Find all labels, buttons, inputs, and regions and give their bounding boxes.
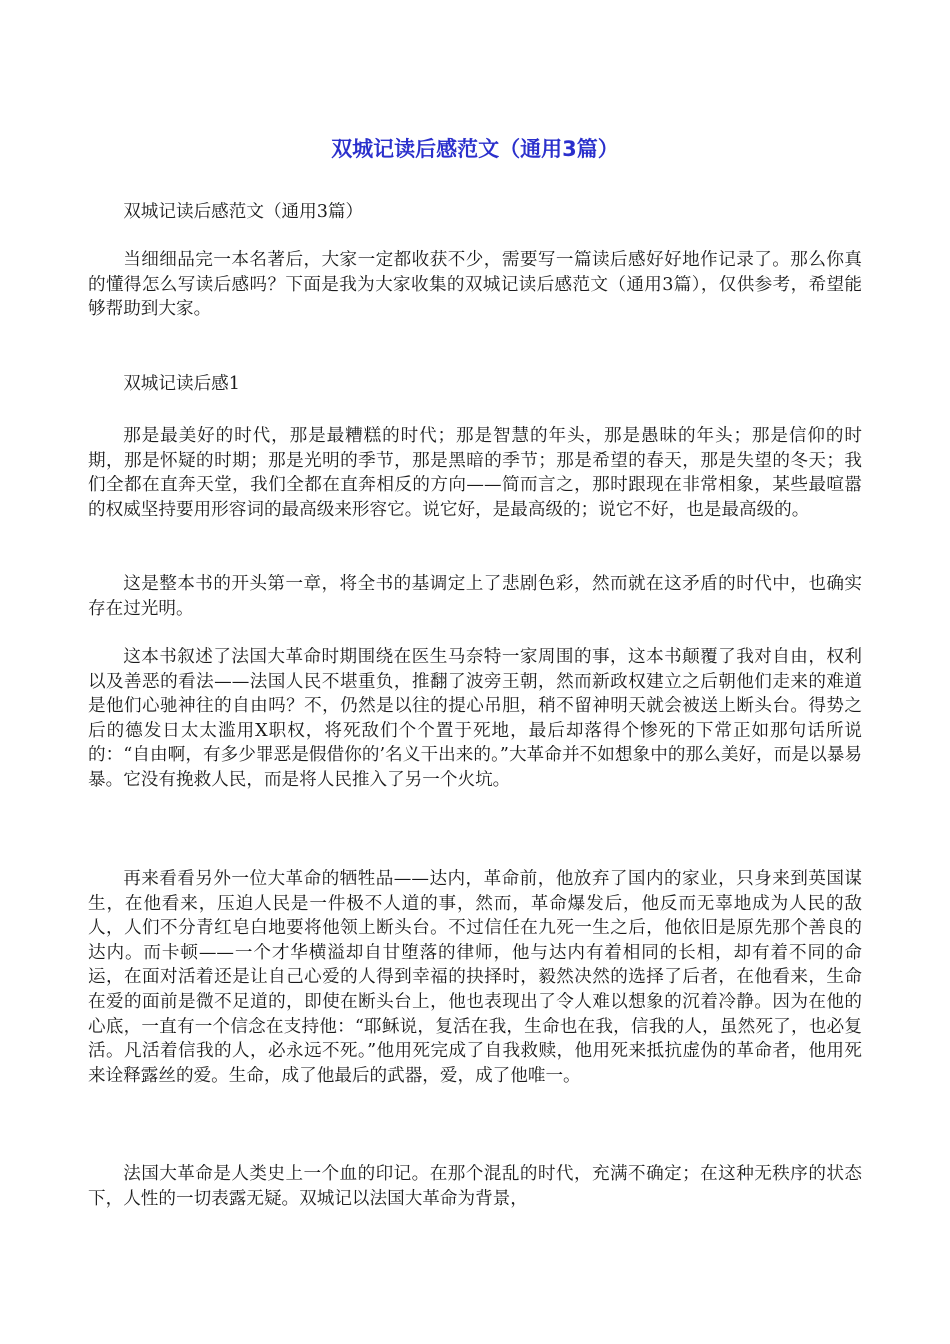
section-heading: 双城记读后感1 [123, 374, 240, 394]
body-paragraph-3: 这本书叙述了法国大革命时期围绕在医生马奈特一家周围的事，这本书颠覆了我对自由，权利以及善恶的看法——法国人民不堪重负，推翻了波旁王朝，然而新政权建立之后朝他们走来的难道是他们心驰神往的自由吗？不，仍然是以往的提心吊胆，稍不留神明天就会被送上断头台。得势之后的德发日太太滥用X职权，将死敌们个个置于死地，最后却落得个惨死的下常正如那句话所说的：“自由啊，有多少罪恶是假借你的’名义干出来的。”大革命并不如想象中的那么美好，而是以暴易暴。它没有挽救人民，而是将人民推入了另一个火坑。 [88, 647, 862, 790]
body-paragraph-2: 这是整本书的开头第一章，将全书的基调定上了悲剧色彩，然而就在这矛盾的时代中，也确实存在过光明。 [88, 574, 862, 619]
document-subtitle: 双城记读后感范文（通用3篇） [123, 202, 364, 222]
body-paragraph-4: 再来看看另外一位大革命的牺牲品——达内，革命前，他放弃了国内的家业，只身来到英国谋生，在他看来，压迫人民是一件极不人道的事，然而，革命爆发后，他反而无辜地成为人民的敌人，人们不分青红皂白地要将他领上断头台。不过信任在九死一生之后，他依旧是原先那个善良的达内。而卡顿——一个才华横溢却自甘堕落的律师，他与达内有着相同的长相，却有着不同的命运，在面对活着还是让自己心爱的人得到幸福的抉择时，毅然决然的选择了后者，在他看来，生命在爱的面前是微不足道的，即使在断头台上，他也表现出了令人难以想象的沉着冷静。因为在他的心底，一直有一个信念在支持他：“耶稣说，复活在我，生命也在我，信我的人，虽然死了，也必复活。凡活着信我的人，必永远不死。”他用死完成了自我救赎，他用死来抵抗虚伪的革命者，他用死来诠释露丝的爱。生命，成了他最后的武器，爱，成了他唯一。 [88, 869, 862, 1086]
intro-paragraph: 当细细品完一本名著后，大家一定都收获不少，需要写一篇读后感好好地作记录了。那么你真的懂得怎么写读后感吗？下面是我为大家收集的双城记读后感范文（通用3篇），仅供参考，希望能够帮助到大家。 [88, 250, 862, 320]
document-title: 双城记读后感范文（通用3篇） [331, 137, 619, 161]
body-paragraph-1: 那是最美好的时代，那是最糟糕的时代；那是智慧的年头，那是愚昧的年头；那是信仰的时期，那是怀疑的时期；那是光明的季节，那是黑暗的季节；那是希望的春天，那是失望的冬天；我们全都在直奔天堂，我们全都在直奔相反的方向——简而言之，那时跟现在非常相象，某些最喧嚣的权威坚持要用形容词的最高级来形容它。说它好，是最高级的；说它不好，也是最高级的。 [88, 426, 862, 520]
body-paragraph-5: 法国大革命是人类史上一个血的印记。在那个混乱的时代，充满不确定；在这种无秩序的状态下，人性的一切表露无疑。双城记以法国大革命为背景， [88, 1164, 862, 1209]
